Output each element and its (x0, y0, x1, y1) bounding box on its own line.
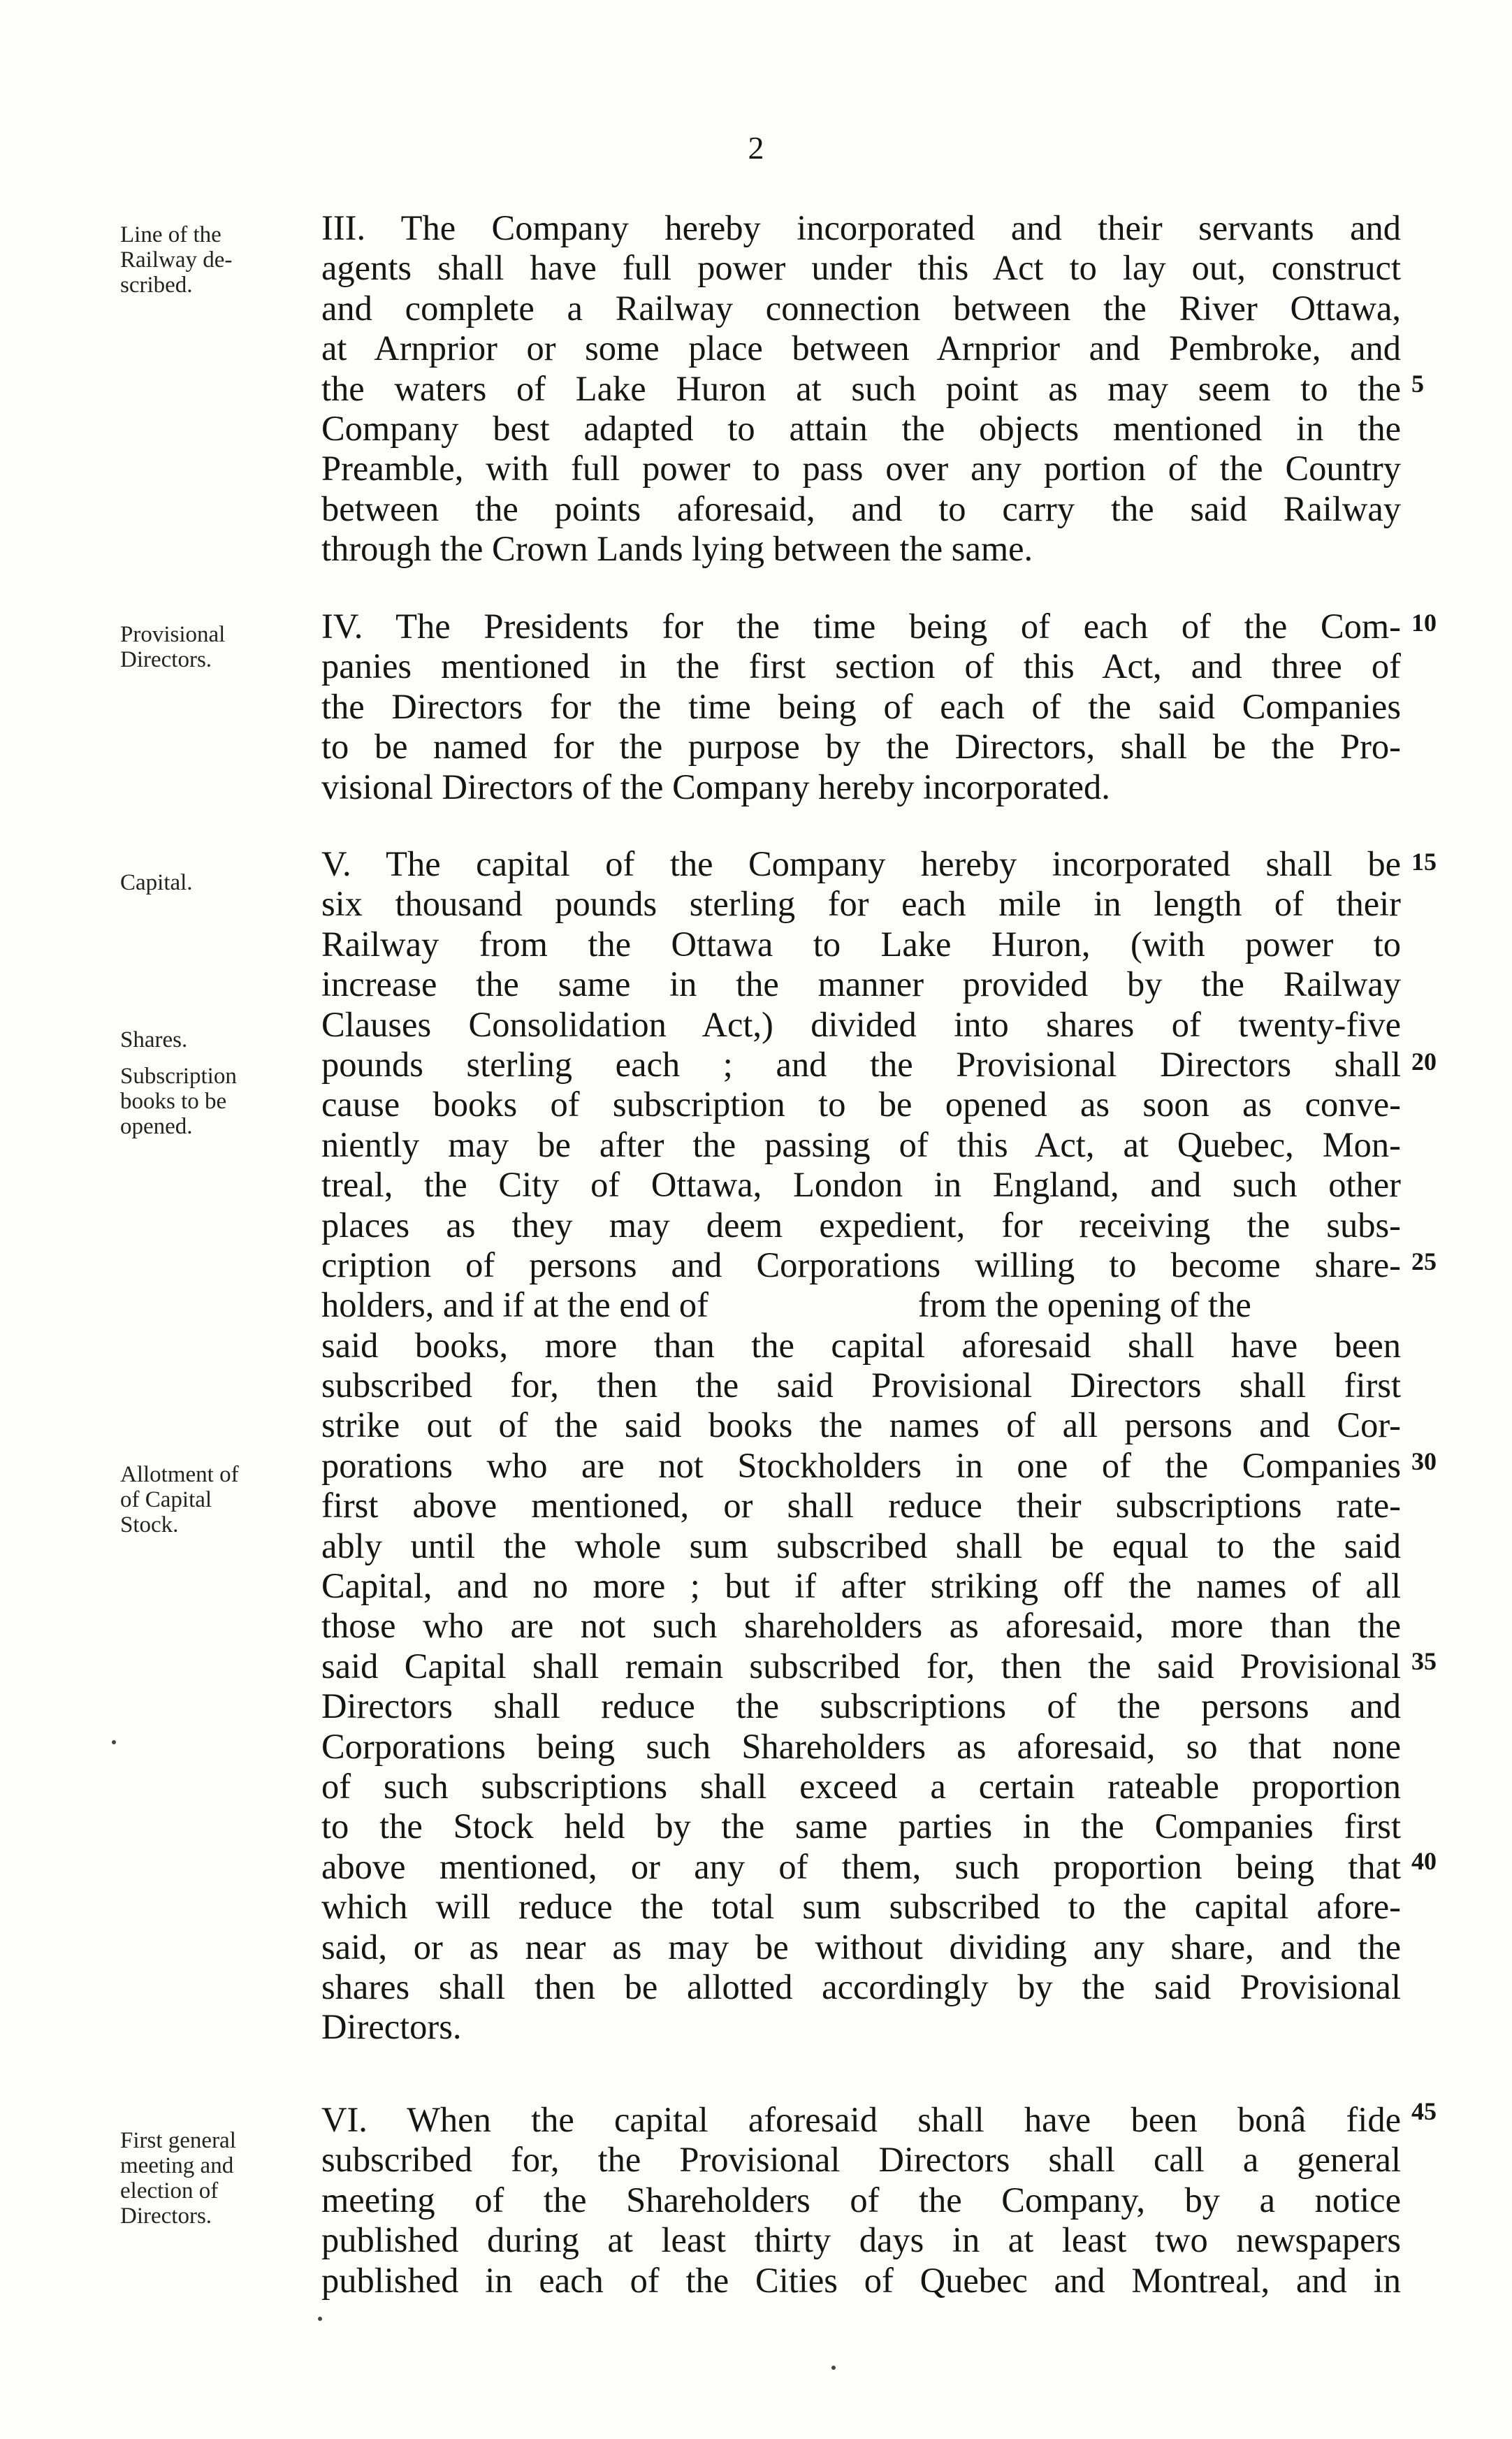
text-line: treal, the City of Ottawa, London in England, and such other (321, 1165, 1401, 1205)
text-line-with-gap (321, 1285, 1401, 1325)
text-line: V. The capital of the Company hereby incorporated shall be (321, 844, 1401, 883)
margin-note-line: Railway de- (120, 247, 233, 273)
margin-note-line: First general (120, 2128, 236, 2153)
margin-note-line: scribed. (120, 273, 193, 298)
text-line: the waters of Lake Huron at such point as may seem to the (321, 368, 1401, 408)
line-number: 40 (1411, 1847, 1437, 1875)
text-line: Railway from the Ottawa to Lake Huron, (with power to (321, 924, 1401, 964)
text-line: at Arnprior or some place between Arnprior and Pembroke, and (321, 328, 1401, 368)
text-line: Directors. (321, 2007, 462, 2047)
line-number: 5 (1411, 370, 1424, 398)
print-speck (112, 1740, 116, 1744)
margin-note-line: Directors. (120, 647, 212, 672)
margin-note-line: Stock. (120, 1512, 179, 1537)
text-line: III. The Company hereby incorporated and their servants and (321, 208, 1401, 247)
margin-note-line: Shares. (120, 1027, 188, 1052)
margin-note-provisional-directors (120, 622, 309, 672)
margin-note-line: of Capital (120, 1487, 212, 1512)
text-line: Capital, and no more ; but if after striking off the names of all (321, 1566, 1401, 1606)
text-line: Preamble, with full power to pass over any portion of the Country (321, 449, 1401, 488)
margin-note-subscription-books (120, 1064, 309, 1139)
text-line: VI. When the capital aforesaid shall have been bonâ fide (321, 2100, 1401, 2139)
margin-note-allotment (120, 1462, 309, 1537)
text-line: above mentioned, or any of them, such proportion being that (321, 1846, 1401, 1886)
margin-note-line: Capital. (120, 870, 193, 895)
line-number: 15 (1411, 848, 1437, 876)
text-line: which will reduce the total sum subscribed to the capital afore- (321, 1887, 1401, 1927)
text-line: said Capital shall remain subscribed for, then the said Provisional (321, 1646, 1401, 1686)
text-line: to the Stock held by the same parties in the Companies first (321, 1807, 1401, 1846)
text-line: niently may be after the passing of this Act, at Quebec, Mon- (321, 1124, 1401, 1164)
text-line: cription of persons and Corporations willing to become share- (321, 1245, 1401, 1284)
text-line: porations who are not Stockholders in one of the Companies (321, 1445, 1401, 1485)
section-vi (321, 2100, 1401, 2301)
margin-note-shares (120, 1027, 309, 1052)
text-line: between the points aforesaid, and to carry the said Railway (321, 488, 1401, 528)
section-iii (321, 208, 1401, 570)
margin-note-line: meeting and (120, 2153, 234, 2178)
text-line: those who are not such shareholders as aforesaid, more than the (321, 1606, 1401, 1646)
text-line: said books, more than the capital aforesaid shall have been (321, 1325, 1401, 1365)
section-v (321, 844, 1401, 2048)
text-line: pounds sterling each ; and the Provisional Directors shall (321, 1044, 1401, 1084)
text-line: and complete a Railway connection between the River Ottawa, (321, 288, 1401, 328)
text-line: published in each of the Cities of Quebec and Montreal, and in (321, 2260, 1401, 2300)
page-number: 2 (748, 130, 764, 166)
text-line: subscribed for, then the said Provisional Directors shall first (321, 1366, 1401, 1405)
text-line: meeting of the Shareholders of the Company, by a notice (321, 2180, 1401, 2220)
text-line: said, or as near as may be without dividing any share, and the (321, 1927, 1401, 1967)
text-line: through the Crown Lands lying between the same. (321, 529, 1033, 569)
margin-note-line: Subscription (120, 1064, 237, 1089)
text-line: of such subscriptions shall exceed a certain rateable proportion (321, 1766, 1401, 1806)
line-number: 35 (1411, 1647, 1437, 1675)
text-line: increase the same in the manner provided by the Railway (321, 964, 1401, 1004)
text-line: Corporations being such Shareholders as aforesaid, so that none (321, 1726, 1401, 1766)
text-line: ably until the whole sum subscribed shall be equal to the said (321, 1526, 1401, 1565)
text-fragment: from the opening of the (917, 1285, 1251, 1325)
margin-note-line-of-railway (120, 222, 309, 298)
text-line: Directors shall reduce the subscriptions of the persons and (321, 1686, 1401, 1726)
text-line: cause books of subscription to be opened as soon as conve- (321, 1085, 1401, 1124)
text-line: IV. The Presidents for the time being of each of the Com- (321, 607, 1401, 646)
text-line: strike out of the said books the names of all persons and Cor- (321, 1405, 1401, 1445)
section-iv (321, 607, 1401, 807)
margin-note-line: books to be (120, 1089, 227, 1114)
line-number: 45 (1411, 2097, 1437, 2125)
line-number: 10 (1411, 609, 1437, 637)
margin-note-line: Provisional (120, 622, 226, 647)
text-line: shares shall then be allotted accordingly by the said Provisional (321, 1967, 1401, 2006)
line-number: 20 (1411, 1048, 1437, 1076)
text-line: first above mentioned, or shall reduce their subscriptions rate- (321, 1486, 1401, 1526)
margin-note-line: Allotment of (120, 1462, 239, 1487)
text-line: panies mentioned in the first section of this Act, and three of (321, 646, 1401, 686)
margin-note-line: opened. (120, 1114, 193, 1139)
print-speck (831, 2366, 836, 2370)
margin-note-capital (120, 870, 309, 895)
margin-note-first-general-meeting (120, 2128, 309, 2229)
text-line: to be named for the purpose by the Directors, shall be the Pro- (321, 727, 1401, 767)
text-line: six thousand pounds sterling for each mile in length of their (321, 884, 1401, 924)
text-line: subscribed for, the Provisional Directors shall call a general (321, 2140, 1401, 2180)
text-line: Company best adapted to attain the objects mentioned in the (321, 408, 1401, 448)
text-fragment: holders, and if at the end of (321, 1285, 708, 1325)
text-line: places as they may deem expedient, for receiving the subs- (321, 1205, 1401, 1245)
line-number: 30 (1411, 1447, 1437, 1475)
print-speck (318, 2317, 322, 2321)
margin-note-line: election of (120, 2178, 219, 2203)
text-line: visional Directors of the Company hereby incorporated. (321, 767, 1110, 806)
line-number: 25 (1411, 1247, 1437, 1275)
text-line: agents shall have full power under this Act to lay out, construct (321, 248, 1401, 288)
margin-note-line: Line of the (120, 222, 221, 247)
text-line: the Directors for the time being of each of the said Companies (321, 686, 1401, 726)
text-line: published during at least thirty days in at least two newspapers (321, 2220, 1401, 2260)
margin-note-line: Directors. (120, 2203, 212, 2229)
text-line: Clauses Consolidation Act,) divided into shares of twenty-five (321, 1004, 1401, 1044)
